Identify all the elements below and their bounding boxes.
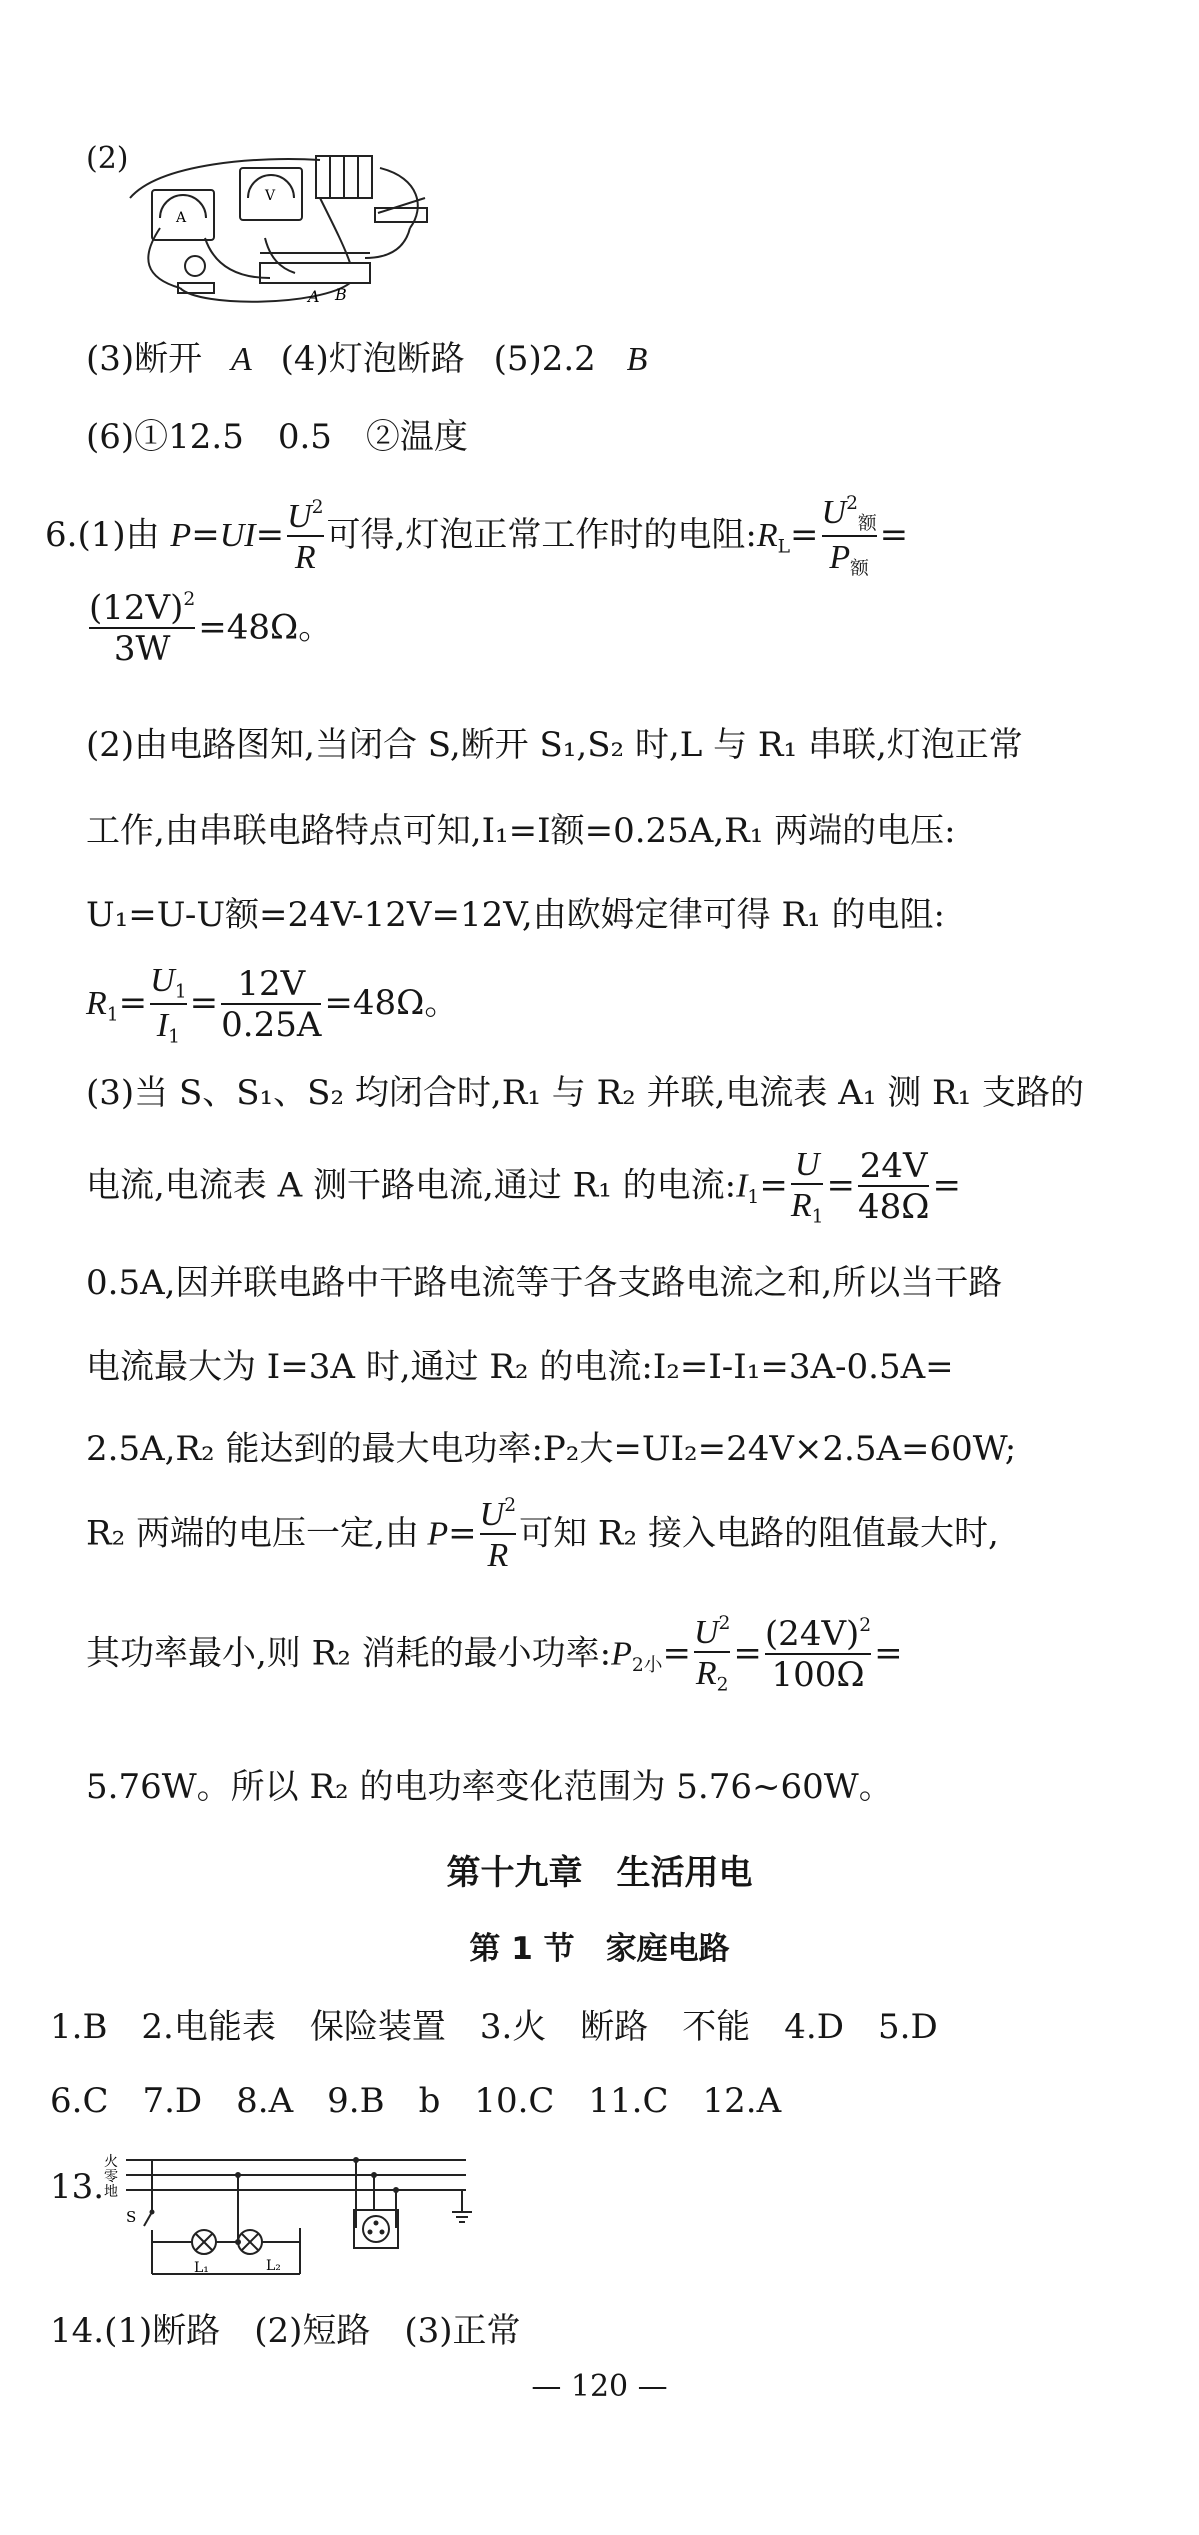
q6-line-4: 工作,由串联电路特点可知,I₁=I额=0.25A,R₁ 两端的电压: xyxy=(86,811,956,851)
q13-household-circuit xyxy=(96,2150,516,2285)
rheostat-terminal-b: B xyxy=(335,285,347,304)
q6-line-6: $R_1=$ $\frac{U_1}{I_1}$ = $\frac{12V}{0.25A}$ =48Ω。 xyxy=(86,962,459,1048)
earth-wire-label: 地 xyxy=(104,2184,118,2200)
q6-line-9: 0.5A,因并联电路中干路电流等于各支路电流之和,所以当干路 xyxy=(86,1263,1003,1303)
q6-line-14: 5.76W。所以 R₂ 的电功率变化范围为 5.76~60W。 xyxy=(86,1767,893,1807)
lamp-l2-label: L₂ xyxy=(266,2258,281,2274)
q6-line-1: 6.(1)由 P=UI= $\frac{U^2}{R}$ 可得,灯泡正常工作时的电阻$:R_L=$ $\frac{U^2_额}{P_额}$ = xyxy=(45,493,909,580)
rheostat-terminal-a: A xyxy=(308,287,320,306)
q14-answer: 14.(1)断路 (2)短路 (3)正常 xyxy=(50,2311,521,2351)
q6-line-10: 电流最大为 I=3A 时,通过 R₂ 的电流:I₂=I-I₁=3A-0.5A= xyxy=(86,1347,954,1387)
neutral-wire-label: 零 xyxy=(104,2169,118,2185)
answers-line-2: 6.C 7.D 8.A 9.B b 10.C 11.C 12.A xyxy=(50,2081,782,2121)
q5-answer-line-3: (3)断开 A (4)灯泡断路 (5)2.2 B xyxy=(86,339,648,379)
q6-line-12: R₂ 两端的电压一定,由 P= $\frac{U^2}{R}$ 可知 R₂ 接入电路的阻值最大时, xyxy=(86,1495,999,1575)
q13-label: 13. xyxy=(50,2167,105,2207)
section-title: 第 1 节 家庭电路 xyxy=(469,1931,730,1967)
chapter-title: 第十九章 生活用电 xyxy=(446,1853,753,1893)
q5-circuit-sketch xyxy=(120,138,440,308)
q6-line-2: $\frac{(12V)^2}{3W}$ =48Ω。 xyxy=(89,588,333,670)
ammeter-label: A xyxy=(176,210,187,226)
q6-line-5: U₁=U-U额=24V-12V=12V,由欧姆定律可得 R₁ 的电阻: xyxy=(86,895,945,935)
q6-line-11: 2.5A,R₂ 能达到的最大电功率:P₂大=UI₂=24V×2.5A=60W; xyxy=(86,1429,1017,1469)
q6-line-8: 电流,电流表 A 测干路电流,通过 R₁ 的电流$:I_1=$ $\frac{U}{R_1}$ = $\frac{24V}{48\Omega}$ = xyxy=(86,1145,961,1228)
rheostat-icon xyxy=(260,263,370,283)
voltmeter-label: V xyxy=(265,188,276,204)
q5-answer-line-4: (6)①12.5 0.5 ②温度 xyxy=(86,417,468,457)
page-number: — 120 — xyxy=(531,2369,668,2404)
q6-line-3: (2)由电路图知,当闭合 S,断开 S₁,S₂ 时,L 与 R₁ 串联,灯泡正常 xyxy=(86,725,1023,765)
q6-line-7: (3)当 S、S₁、S₂ 均闭合时,R₁ 与 R₂ 并联,电流表 A₁ 测 R₁ 支路的 xyxy=(86,1073,1085,1113)
answers-line-1: 1.B 2.电能表 保险装置 3.火 断路 不能 4.D 5.D xyxy=(50,2007,938,2047)
live-wire-label: 火 xyxy=(104,2154,118,2170)
lamp-l1-label: L₁ xyxy=(194,2260,209,2276)
switch-label: S xyxy=(126,2208,137,2226)
q6-line-13: 其功率最小,则 R₂ 消耗的最小功率$:P_{2小}=$ $\frac{U^2}{R_2}$ = $\frac{(24V)^2}{100\Omega}$ = xyxy=(86,1613,903,1696)
bulb-icon xyxy=(185,256,205,276)
q5-part-label: (2) xyxy=(86,141,129,176)
